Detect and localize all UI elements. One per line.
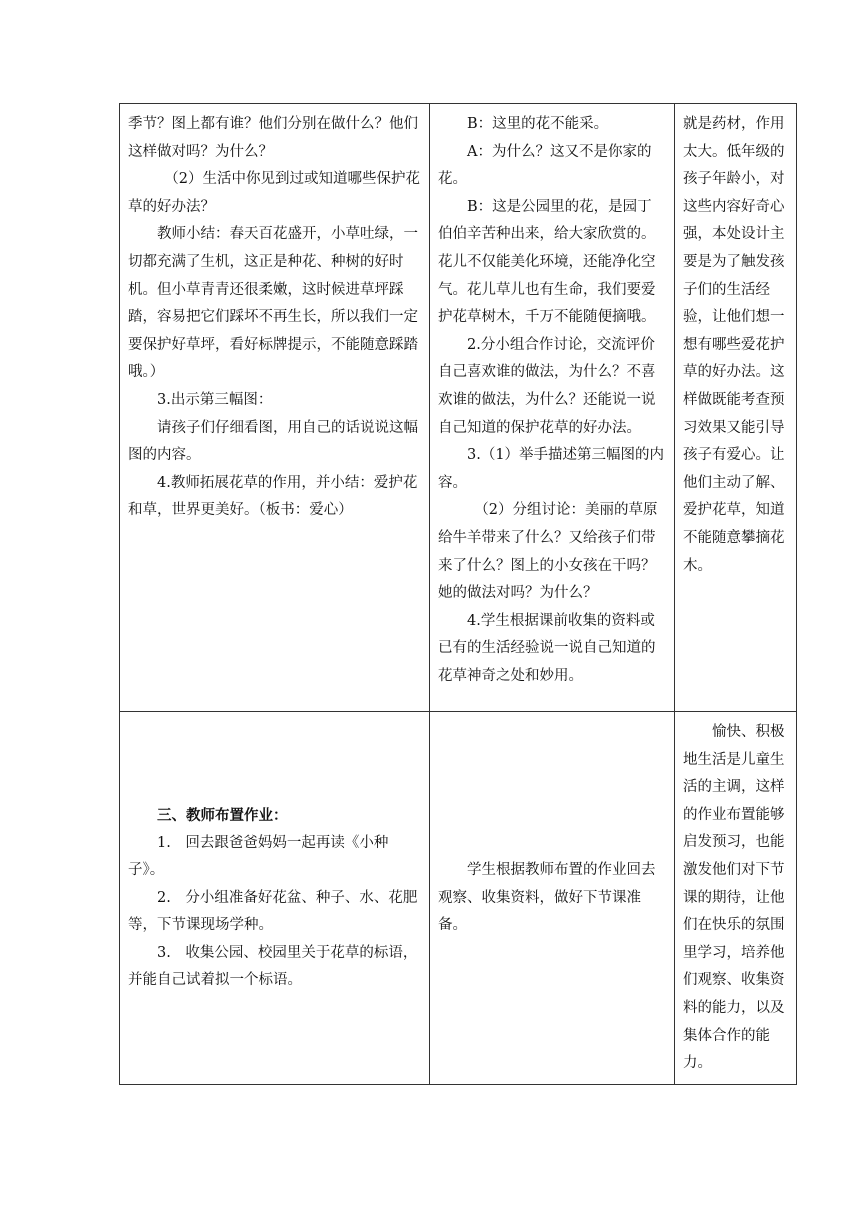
paragraph: 教师小结：春天百花盛开，小草吐绿，一切都充满了生机，这正是种花、种树的好时机。但小草青青还很柔嫩，这时候进草坪踩踏，容易把它们踩坏不再生长，所以我们一定要保护好草坪，看好标牌提示，不能随意踩踏哦。） <box>128 226 418 381</box>
section-heading: 三、教师布置作业： <box>157 806 288 824</box>
paragraph: 就是药材，作用太大。低年级的孩子年龄小，对这些内容好奇心强，本处设计主要是为了触发孩子们的生活经验，让他们想一想有哪些爱花护草的好办法。这样做既能考查预习效果又能引导孩子有爱心。让他们主动了解、爱护花草，知道不能随意攀摘花木。 <box>683 116 785 574</box>
paragraph: 2.分小组合作讨论，交流评价自己喜欢谁的做法，为什么？不喜欢谁的做法，为什么？还能说一说自己知道的保护花草的好办法。 <box>438 336 656 436</box>
table-row <box>120 712 797 1085</box>
paragraph: 请孩子们仔细看图，用自己的话说说这幅图的内容。 <box>128 419 418 464</box>
paragraph: （2）分组讨论：美丽的草原给牛羊带来了什么？又给孩子们带来了什么？图上的小女孩在干吗？她的做法对吗？为什么？ <box>438 502 658 602</box>
teacher-activity-cell <box>120 104 430 712</box>
homework-intent-cell <box>675 712 797 1085</box>
paragraph: B：这里的花不能采。 <box>467 116 609 132</box>
paragraph: B：这是公园里的花，是园丁伯伯辛苦种出来，给大家欣赏的。花儿不仅能美化环境，还能净化空气。花儿草儿也有生命，我们要爱护花草树木，千万不能随便摘哦。 <box>438 198 656 326</box>
list-item: 2. 分小组准备好花盆、种子、水、花肥等，下节课现场学种。 <box>128 889 418 934</box>
paragraph: 4.教师拓展花草的作用，并小结：爱护花和草，世界更美好。（板书：爱心） <box>128 474 418 519</box>
paragraph: 4.学生根据课前收集的资料或已有的生活经验说一说自己知道的花草神奇之处和妙用。 <box>438 612 656 684</box>
paragraph: A：为什么？这又不是你家的花。 <box>438 143 652 188</box>
design-intent-cell <box>675 104 797 712</box>
paragraph: （2）生活中你见到过或知道哪些保护花草的好办法？ <box>128 171 420 215</box>
paragraph: 3.出示第三幅图： <box>157 391 273 408</box>
paragraph: 季节？图上都有谁？他们分别在做什么？他们这样做对吗？为什么？ <box>128 116 418 160</box>
table-row <box>120 104 797 712</box>
paragraph: 学生根据教师布置的作业回去观察、收集资料，做好下节课准备。 <box>438 862 656 934</box>
paragraph: 愉快、积极地生活是儿童生活的主调，这样的作业布置能够启发预习，也能激发他们对下节课的期待，让他们在快乐的氛围里学习，培养他们观察、收集资料的能力，以及集体合作的能力。 <box>683 724 785 1072</box>
list-item: 3. 收集公园、校园里关于花草的标语，并能自己试着拟一个标语。 <box>128 944 418 989</box>
student-activity-cell <box>430 104 675 712</box>
student-homework-cell <box>430 712 675 1085</box>
lesson-plan-table <box>119 103 797 1085</box>
list-item: 1. 回去跟爸爸妈妈一起再读《小种子》。 <box>128 834 389 879</box>
homework-cell <box>120 712 430 1085</box>
paragraph: 3.（1）举手描述第三幅图的内容。 <box>438 447 665 491</box>
